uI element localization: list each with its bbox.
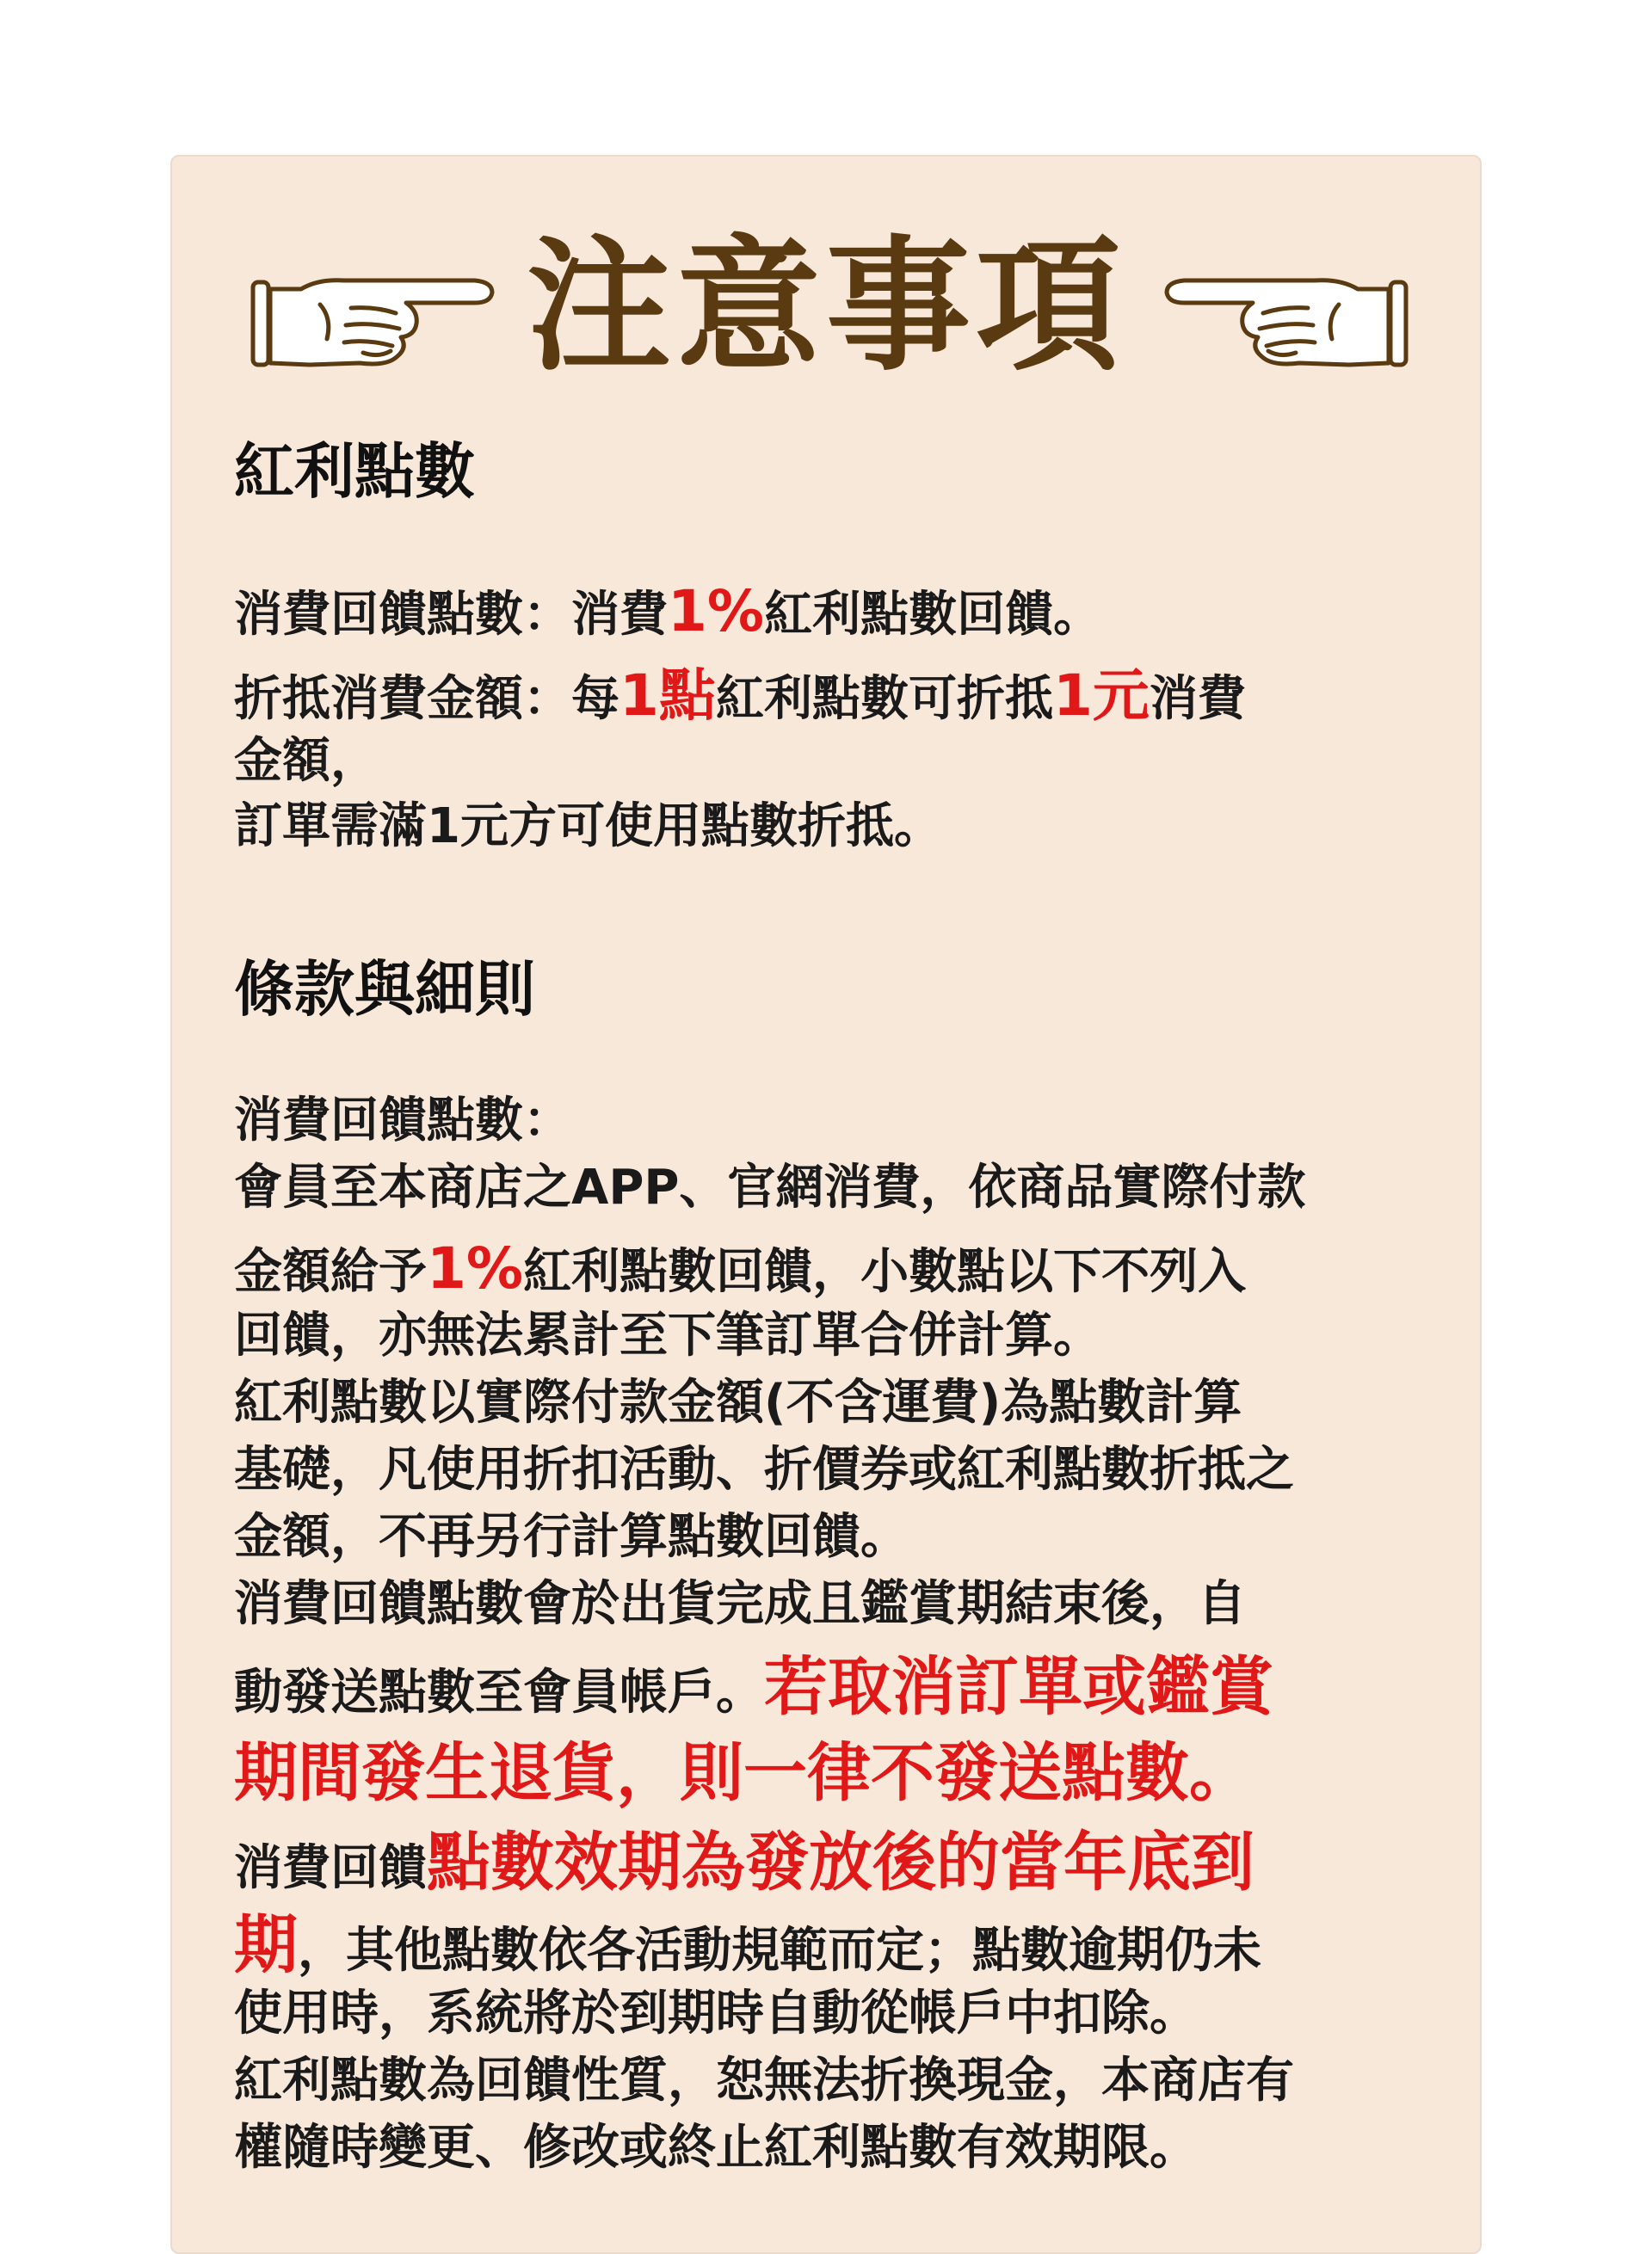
- text: 紅利點數回饋。: [764, 587, 1102, 643]
- paragraph-line: 基礎，凡使用折扣活動、折價券或紅利點數折抵之: [234, 1442, 1294, 1498]
- paragraph-line: [234, 1826, 1439, 1902]
- paragraph-line-highlight: 期間發生退貨，則一律不發送點數。: [234, 1736, 1253, 1810]
- paragraph-line: 訂單需滿1元方可使用點數折抵。: [234, 798, 942, 854]
- text: 消費: [1149, 671, 1246, 727]
- text: 動發送點數至會員帳戶。: [234, 1665, 764, 1721]
- paragraph-line: 金額，不再另行計算點數回饋。: [234, 1509, 909, 1565]
- paragraph-line: [234, 662, 1439, 733]
- paragraph-line: [234, 1908, 1439, 1985]
- paragraph-line: [234, 1235, 1439, 1306]
- paragraph-line: [234, 578, 1439, 649]
- paragraph-line: 消費回饋點數會於出貨完成且鑑賞期結束後，自: [234, 1576, 1246, 1632]
- highlight-text: 1元: [1052, 662, 1150, 729]
- paragraph-line: 金額，: [234, 733, 379, 789]
- section-heading-terms: 條款與細則: [234, 954, 535, 1025]
- highlight-text: 1點: [620, 662, 716, 729]
- pointing-hand-left-icon: [1160, 268, 1409, 372]
- paragraph-line: 紅利點數為回饋性質，恕無法折換現金，本商店有: [234, 2053, 1294, 2109]
- highlight-text: 點數效期為發放後的當年底到: [427, 1826, 1254, 1900]
- paragraph-line: [234, 1650, 1439, 1727]
- notice-panel: [170, 155, 1482, 2254]
- text: 紅利點數可折抵: [715, 671, 1053, 727]
- title-row: [172, 208, 1480, 397]
- text: 折抵消費金額：每: [234, 671, 620, 727]
- paragraph-line: 紅利點數以實際付款金額(不含運費)為點數計算: [234, 1375, 1242, 1431]
- text: 金額給予: [234, 1244, 427, 1300]
- text: ，其他點數依各活動規範而定；點數逾期仍未: [298, 1923, 1261, 1979]
- section-heading-bonus-points: 紅利點數: [234, 436, 475, 507]
- paragraph-line: 會員至本商店之APP、官網消費，依商品實際付款: [234, 1160, 1306, 1216]
- paragraph-line: 回饋，亦無法累計至下筆訂單合併計算。: [234, 1308, 1101, 1364]
- page-title: 注意事項: [527, 222, 1125, 391]
- text: 消費回饋: [234, 1840, 427, 1896]
- highlight-text: 1%: [668, 578, 765, 644]
- text: 紅利點數回饋，小數點以下不列入: [523, 1244, 1247, 1300]
- paragraph-line: 消費回饋點數：: [234, 1093, 571, 1149]
- highlight-text: 1%: [427, 1235, 524, 1302]
- paragraph-line: 權隨時變更、修改或終止紅利點數有效期限。: [234, 2120, 1198, 2176]
- highlight-text: 期: [234, 1908, 298, 1982]
- paragraph-line: 使用時，系統將於到期時自動從帳戶中扣除。: [234, 1986, 1198, 2042]
- highlight-text: 若取消訂單或鑑賞: [764, 1650, 1273, 1724]
- text: 消費回饋點數：消費: [234, 587, 668, 643]
